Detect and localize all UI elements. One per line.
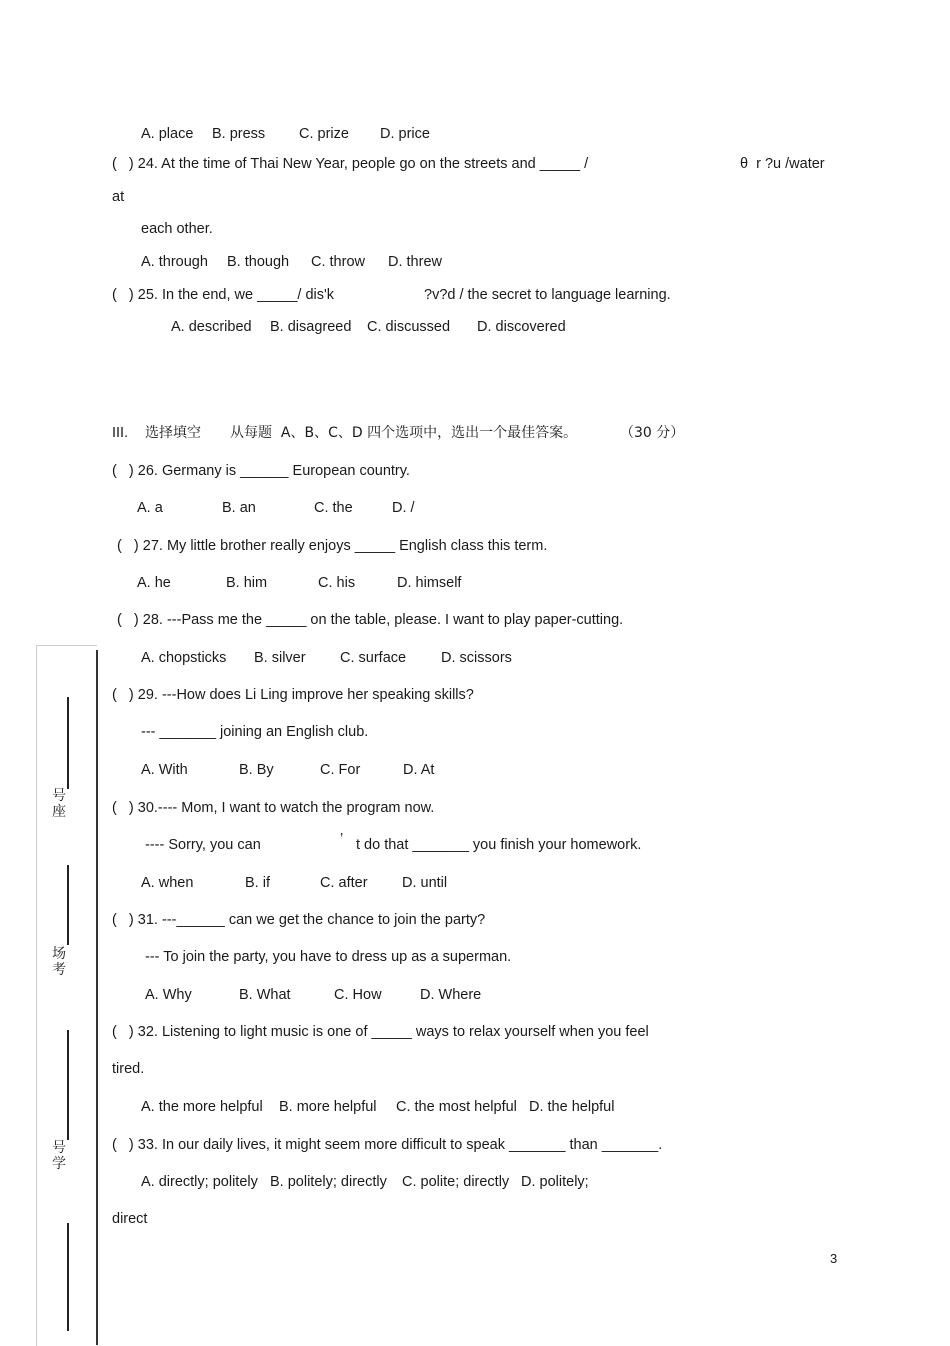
q23-option-c: C. prize — [299, 126, 349, 142]
q23-option-d: D. price — [380, 126, 430, 142]
q26-option-d: D. / — [392, 500, 415, 516]
q30-option-b: B. if — [245, 875, 270, 891]
q31-option-c: C. How — [334, 987, 382, 1003]
q30-option-c: C. after — [320, 875, 368, 891]
q24-wrap: at — [112, 189, 125, 205]
q28-stem: ( ) 28. ---Pass me the _____ on the table, please. I want to play paper-cutting. — [117, 612, 624, 628]
q25-option-c: C. discussed — [367, 319, 451, 335]
q29-option-c: C. For — [320, 762, 361, 778]
section-points: （30 分） — [620, 425, 685, 441]
q32-option-d: D. the helpful — [529, 1099, 615, 1115]
q24-option-a: A. through — [141, 254, 208, 270]
q30-apostrophe: ’ — [340, 831, 344, 847]
q28-option-c: C. surface — [340, 650, 407, 666]
student-number-label: 号 学 — [52, 1140, 66, 1172]
q30-dialogue: ---- Sorry, you can — [145, 837, 261, 853]
section-instruction: 从每题 A、B、C、D 四个选项中，选出一个最佳答案。 — [230, 425, 578, 441]
q33-option-a: A. directly; politely — [141, 1174, 258, 1190]
q23-option-a: A. place — [141, 126, 194, 142]
student-number-line — [67, 1030, 69, 1140]
q30-dialogue-tail: t do that _______ you finish your homework. — [356, 837, 642, 853]
page-number: 3 — [830, 1251, 838, 1266]
q23-option-b: B. press — [212, 126, 266, 142]
q30-stem: ( ) 30.---- Mom, I want to watch the program now. — [112, 800, 435, 816]
q32-option-a: A. the more helpful — [141, 1099, 263, 1115]
q32-stem: ( ) 32. Listening to light music is one of _____ ways to relax yourself when you feel — [112, 1024, 649, 1040]
q25-option-a: A. described — [171, 319, 252, 335]
q25-stem: ( ) 25. In the end, we _____/ dis'k — [112, 287, 335, 303]
q28-option-b: B. silver — [254, 650, 306, 666]
exam-room-label: 场 考 — [52, 946, 66, 978]
q29-stem: ( ) 29. ---How does Li Ling improve her speaking skills? — [112, 687, 474, 703]
q27-option-b: B. him — [226, 575, 268, 591]
q29-option-a: A. With — [141, 762, 188, 778]
q31-option-b: B. What — [239, 987, 291, 1003]
q26-option-b: B. an — [222, 500, 256, 516]
q24-phonetic: θ r ?u /water — [740, 156, 825, 172]
q31-dialogue: --- To join the party, you have to dress up as a superman. — [145, 949, 512, 965]
q30-option-d: D. until — [402, 875, 448, 891]
q24-stem: ( ) 24. At the time of Thai New Year, people go on the streets and _____ / — [112, 156, 589, 172]
q24-option-c: C. throw — [311, 254, 365, 270]
binding-rule — [96, 650, 98, 1345]
section-numeral: III. — [112, 425, 129, 441]
q24-option-b: B. though — [227, 254, 290, 270]
q27-option-a: A. he — [137, 575, 171, 591]
q24-option-d: D. threw — [388, 254, 442, 270]
q33-option-d: D. politely; — [521, 1174, 589, 1190]
q33-wrap: direct — [112, 1211, 148, 1227]
q33-option-b: B. politely; directly — [270, 1174, 387, 1190]
q32-option-c: C. the most helpful — [396, 1099, 517, 1115]
q25-stem-tail: ?v?d / the secret to language learning. — [424, 287, 671, 303]
q31-stem: ( ) 31. ---______ can we get the chance to join the party? — [112, 912, 486, 928]
exam-room-line — [67, 865, 69, 945]
q29-option-b: B. By — [239, 762, 274, 778]
q32-wrap: tired. — [112, 1061, 145, 1077]
q33-option-c: C. polite; directly — [402, 1174, 510, 1190]
q30-option-a: A. when — [141, 875, 194, 891]
name-line — [67, 1223, 69, 1331]
seat-number-line — [67, 697, 69, 789]
q31-option-a: A. Why — [145, 987, 192, 1003]
q33-stem: ( ) 33. In our daily lives, it might seem more difficult to speak _______ than _______. — [112, 1137, 663, 1153]
q29-dialogue: --- _______ joining an English club. — [141, 724, 369, 740]
q29-option-d: D. At — [403, 762, 435, 778]
q27-option-c: C. his — [318, 575, 356, 591]
q28-option-a: A. chopsticks — [141, 650, 227, 666]
q28-option-d: D. scissors — [441, 650, 512, 666]
q25-option-d: D. discovered — [477, 319, 566, 335]
q26-stem: ( ) 26. Germany is ______ European country. — [112, 463, 410, 479]
seat-number-label: 号 座 — [52, 788, 66, 820]
q32-option-b: B. more helpful — [279, 1099, 377, 1115]
section-title: 选择填空 — [145, 425, 201, 441]
q25-option-b: B. disagreed — [270, 319, 352, 335]
q31-option-d: D. Where — [420, 987, 482, 1003]
q26-option-c: C. the — [314, 500, 353, 516]
q26-option-a: A. a — [137, 500, 163, 516]
q24-wrap-2: each other. — [141, 221, 213, 237]
q27-option-d: D. himself — [397, 575, 462, 591]
q27-stem: ( ) 27. My little brother really enjoys _____ English class this term. — [117, 538, 548, 554]
